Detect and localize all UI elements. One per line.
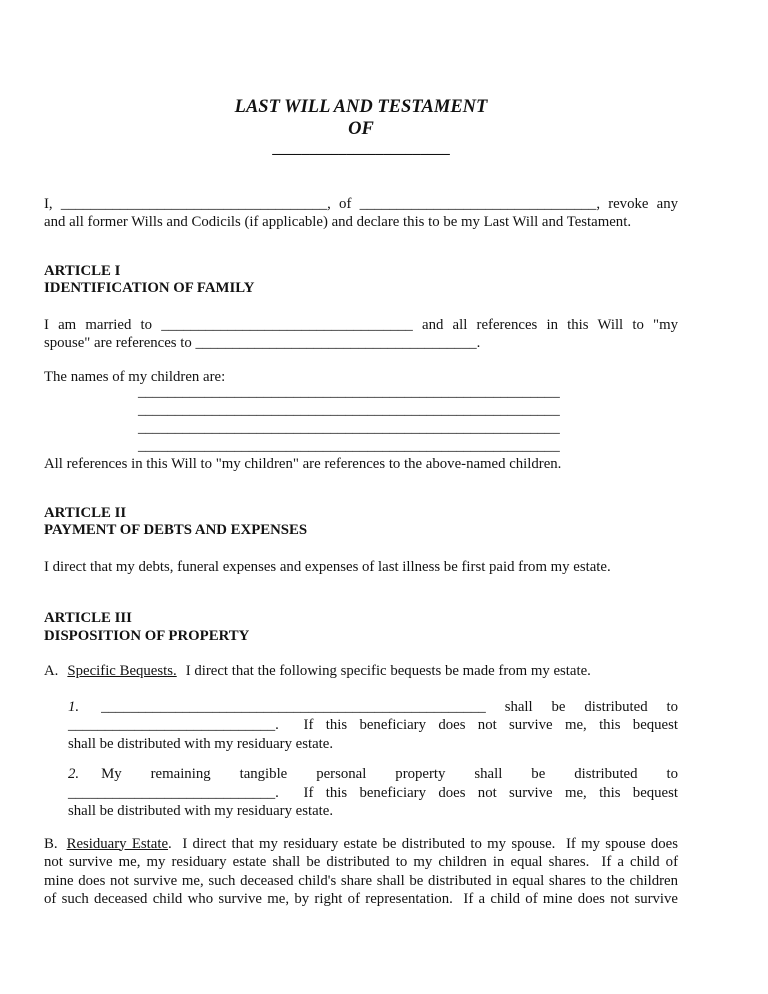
opening-line-1 [44,195,678,214]
marriage-rest: and all references in this Will to "my [422,316,678,333]
article-3-heading [44,610,678,645]
item-1-line-2 [68,716,678,735]
debts-paragraph: I direct that my debts, funeral expenses and expenses of last illness be first paid from my estate. [44,558,611,575]
children-note: All references in this Will to "my children" are references to the above-named children. [44,456,562,472]
marriage-lead: I am married to [44,316,153,333]
marriage-line2-lead: spouse" are references to [44,335,192,351]
section-a-heading: Specific Bequests. [67,663,177,679]
testator-name-blank: ____________________________________ [60,195,328,212]
item-1-line-1-text: shall be distributed to [504,698,679,715]
section-b-line-4: of such deceased child who survive me, by right of representation. If a child of mine does not survive [44,891,678,907]
opening-line-2: and all former Wills and Codicils (if applicable) and declare this to be my Last Will and Testament. [44,214,632,230]
section-b-line-2: not survive me, my residuary estate shall be distributed to my children in equal shares. If a child of [44,854,678,870]
article-2-heading [44,505,678,540]
section-a-label: A. [44,663,59,679]
item-2-line-3: shall be distributed with my residuary estate. [68,803,334,819]
marriage-line-2 [44,334,678,353]
article-3-number: ARTICLE III [44,610,132,626]
child-name-blank-4: _________________________________________________________ [138,438,560,454]
beneficiary-name-blank-2: ____________________________ [68,784,276,801]
opening-intro: I, [44,195,53,212]
article-2-number: ARTICLE II [44,504,127,521]
children-intro: The names of my children are: [44,368,226,385]
article-1-number: ARTICLE I [44,262,121,279]
title-line-2: OF [348,119,374,139]
marriage-paragraph [44,316,678,353]
section-a-text: I direct that the following specific bequests be made from my estate. [185,663,591,679]
section-b-line-3: mine does not survive me, such deceased child's share shall be distributed in equal shares to the children [44,872,678,889]
item-2-line-1 [68,765,678,784]
item-2-number: 2. [68,766,80,782]
opening-paragraph [44,195,678,232]
specific-bequest-item-1 [68,698,678,754]
section-b-line-1 [44,835,678,854]
children-name-blanks [44,383,678,455]
bequest-description-blank: ____________________________________________________ [101,698,486,715]
child-name-blank-2: _________________________________________________________ [138,402,560,418]
document-title [44,96,678,140]
spouse-reference-blank: ______________________________________ [195,335,477,351]
testator-residence-blank: ________________________________ [359,195,597,212]
opening-mid: , of [327,195,352,212]
section-a-specific-bequests [44,662,678,681]
spouse-name-blank: __________________________________ [161,316,413,333]
opening-tail: , revoke any [596,195,678,212]
testator-name-blank-line: ________________________ [272,141,450,157]
section-b-label: B. [44,835,58,852]
article-1-title: IDENTIFICATION OF FAMILY [44,280,255,296]
item-1-number: 1. [68,698,80,715]
section-b-heading: Residuary Estate [66,835,169,852]
marriage-line-1 [44,316,678,335]
child-name-blank-1: _________________________________________________________ [138,384,560,400]
section-b-line-1-rest: . I direct that my residuary estate be distributed to my spouse. If my spouse does [168,835,678,852]
item-2-line-2 [68,784,678,803]
item-1-line-1 [68,698,678,717]
item-1-line-3: shall be distributed with my residuary estate. [68,735,334,752]
item-2-line-1-text: My remaining tangible personal property shall be distributed to [101,766,678,782]
article-2-title: PAYMENT OF DEBTS AND EXPENSES [44,522,308,538]
item-2-line-2-text: . If this beneficiary does not survive me, this bequest [275,784,678,801]
title-line-1: LAST WILL AND TESTAMENT [234,97,488,117]
article-3-title: DISPOSITION OF PROPERTY [44,627,250,644]
section-b-residuary-estate [44,835,678,909]
beneficiary-name-blank-1: ____________________________ [68,717,276,733]
marriage-line2-end: . [476,335,481,351]
item-1-line-2-text: . If this beneficiary does not survive me, this bequest [275,717,678,733]
article-1-heading [44,263,678,298]
specific-bequest-item-2 [68,765,678,821]
child-name-blank-3: _________________________________________________________ [138,420,560,436]
